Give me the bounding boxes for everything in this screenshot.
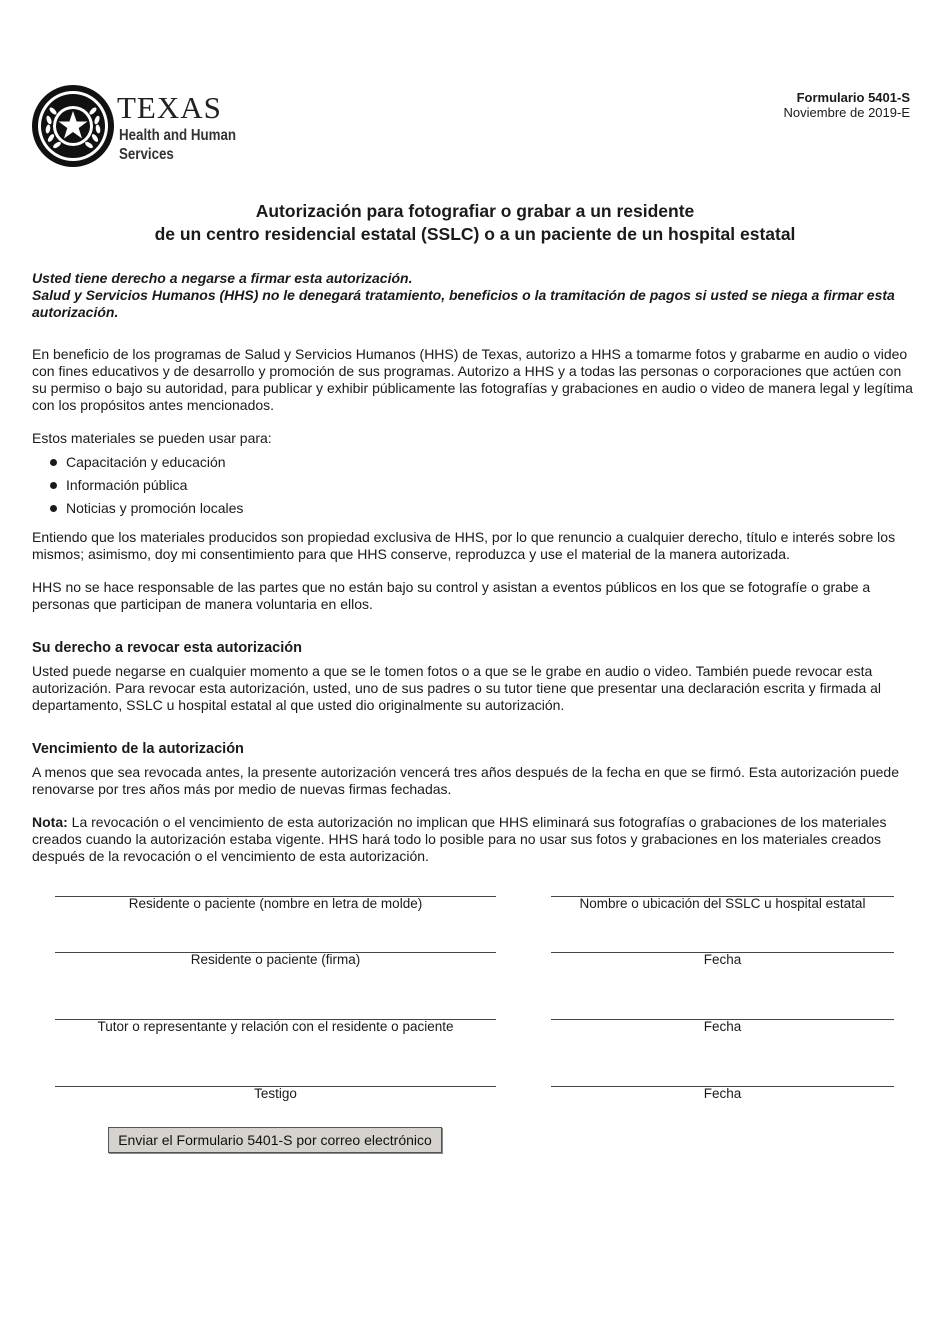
list-item-label: Noticias y promoción locales [66, 500, 244, 516]
intro-paragraph: En beneficio de los programas de Salud y Servicios Humanos (HHS) de Texas, autorizo a HHS a tomarme fotos y grabarme en audio o video con fines educativos y de desarrollo y promoción de sus programas. Autorizo a HHS y a todas las personas o corporaciones que actúen con su permiso o bajo su autoridad, para publicar y exhibir públicamente las fotografías y grabaciones en audio o video de manera legal y legítima con los propósitos antes mencionados. [32, 346, 913, 413]
uses-list [32, 451, 918, 520]
resident-name-label: Residente o paciente (nombre en letra de molde) [128, 896, 423, 911]
date-label-2: Fecha [703, 1019, 742, 1034]
form-identifier [784, 90, 910, 120]
witness-label: Testigo [254, 1086, 297, 1101]
form-date: Noviembre de 2019-E [783, 105, 910, 120]
notice-line-1: Usted tiene derecho a negarse a firmar esta autorización. [32, 270, 413, 286]
state-seal-icon [31, 84, 115, 168]
note-text: La revocación o el vencimiento de esta autorización no implican que HHS eliminará sus fotografías o grabaciones de los materiales creados cuando la autorización estaba vigente. HHS hará todo lo posible para no usar sus fotos y grabaciones en los materiales creados después de la revocación o el vencimiento de esta autorización. [32, 814, 887, 864]
title-line-1: Autorización para fotografiar o grabar a un residente [255, 201, 695, 221]
revoke-paragraph: Usted puede negarse en cualquier momento a que se le tomen fotos o a que se le grabe en audio o video. También puede revocar esta autorización. Para revocar esta autorización, usted, uno de sus padres o su tutor tiene que presentar una declaración escrita y firmada al departamento, SSLC u hospital estatal al que usted dio originalmente su autorización. [32, 663, 882, 713]
list-item-label: Capacitación y educación [66, 454, 226, 470]
resident-signature-label: Residente o paciente (firma) [190, 952, 361, 967]
title-line-2: de un centro residencial estatal (SSLC) o a un paciente de un hospital estatal [154, 224, 796, 244]
logo-agency-text: Health and Human Services [119, 127, 237, 163]
guardian-label: Tutor o representante y relación con el residente o paciente [97, 1019, 454, 1034]
facility-label: Nombre o ubicación del SSLC u hospital estatal [579, 896, 866, 911]
date-label-3: Fecha [703, 1086, 742, 1101]
list-item [32, 474, 918, 497]
ownership-paragraph: Entiendo que los materiales producidos son propiedad exclusiva de HHS, por lo que renuncio a cualquier derecho, título e interés sobre los mismos; asimismo, doy mi consentimiento para que HHS conserve, reproduzca y use el material de la manera autorizada. [32, 529, 896, 562]
page-title [0, 200, 950, 246]
form-number: Formulario 5401-S [796, 90, 910, 105]
liability-paragraph: HHS no se hace responsable de las partes que no están bajo su control y asistan a eventos públicos en los que se fotografíe o grabe a personas que participan de manera voluntaria en ellos. [32, 579, 871, 612]
notice-line-2: Salud y Servicios Humanos (HHS) no le denegará tratamiento, beneficios o la tramitación de pagos si usted se niega a firmar esta autorización. [32, 287, 895, 320]
expiration-paragraph: A menos que sea revocada antes, la presente autorización vencerá tres años después de la fecha en que se firmó. Esta autorización puede renovarse por tres años más por medio de nuevas firmas fechadas. [32, 764, 899, 797]
note-label: Nota: [32, 814, 68, 830]
bullet-icon [50, 505, 57, 512]
email-form-button[interactable]: Enviar el Formulario 5401-S por correo electrónico [108, 1127, 442, 1153]
texas-hhs-logo [31, 84, 271, 170]
form-body [32, 270, 918, 865]
list-item-label: Información pública [66, 477, 188, 493]
list-item [32, 497, 918, 520]
date-label-1: Fecha [703, 952, 742, 967]
revoke-heading: Su derecho a revocar esta autorización [32, 640, 302, 656]
bullet-icon [50, 482, 57, 489]
expiration-heading: Vencimiento de la autorización [32, 741, 244, 757]
logo-texas-text: TEXAS [117, 90, 222, 125]
list-item [32, 451, 918, 474]
bullet-icon [50, 459, 57, 466]
note-paragraph [32, 814, 918, 865]
uses-lead: Estos materiales se pueden usar para: [32, 430, 272, 446]
